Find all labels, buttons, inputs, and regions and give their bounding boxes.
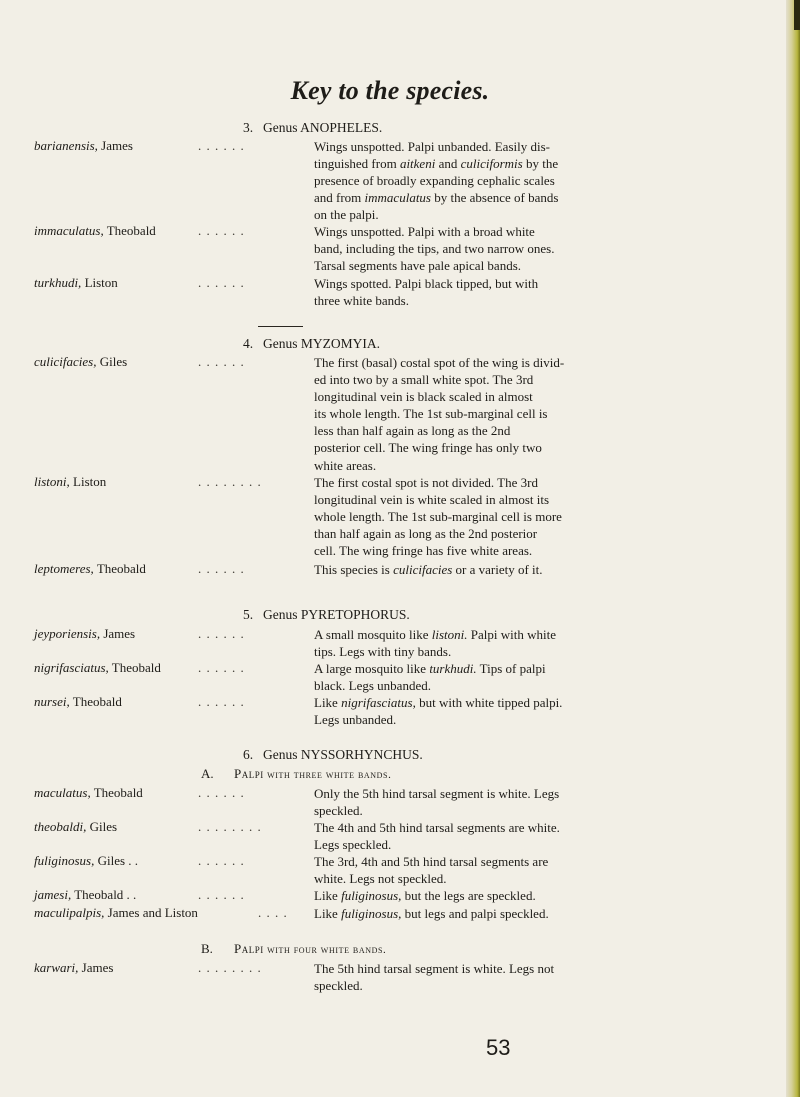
species-name: fuliginosus, Giles . . (34, 853, 139, 868)
species-name: maculatus, Theobald (34, 785, 143, 800)
species-name: listoni, Liston (34, 474, 107, 489)
species-name: jeyporiensis, James (34, 626, 136, 641)
genus-heading-nyssorhynchus: 6. Genus NYSSORHYNCHUS. (243, 747, 423, 762)
species-name: nursei, Theobald (34, 694, 122, 709)
species-name: karwari, James (34, 960, 114, 975)
species-name: jamesi, Theobald . . (34, 887, 137, 902)
leader-dots: . . . . . . (198, 785, 245, 800)
leader-dots: . . . . . . (198, 660, 245, 675)
genus-heading-myzomyia: 4. Genus MYZOMYIA. (243, 336, 380, 351)
genus-heading-pyretophorus: 5. Genus PYRETOPHORUS. (243, 607, 410, 622)
leader-dots: . . . . . . (198, 853, 245, 868)
leader-dots: . . . . . . . . (198, 819, 262, 834)
leader-dots: . . . . . . (198, 354, 245, 369)
species-description: Like fuliginosus, but legs and palpi speckled. (314, 906, 549, 921)
page-title: Key to the species. (290, 76, 490, 105)
leader-dots: . . . . (258, 905, 288, 920)
subsection-heading-a: A. Palpi with three white bands. (201, 766, 392, 781)
section-divider (258, 326, 303, 327)
leader-dots: . . . . . . . . (198, 474, 262, 489)
species-name: nigrifasciatus, Theobald (34, 660, 161, 675)
genus-heading-anopheles: 3. Genus ANOPHELES. (243, 120, 383, 135)
species-description: Only the 5th hind tarsal segment is white. Legs speckled. (314, 786, 560, 819)
species-description: The 4th and 5th hind tarsal segments are white. Legs speckled. (314, 820, 560, 853)
species-description: Like nigrifasciatus, but with white tipped palpi. Legs unbanded. (314, 695, 563, 728)
leader-dots: . . . . . . (198, 138, 245, 153)
species-description: Wings spotted. Palpi black tipped, but with three white bands. (314, 276, 539, 309)
species-description: Like fuliginosus, but the legs are speckled. (314, 888, 536, 903)
species-name: culicifacies, Giles (34, 354, 128, 369)
leader-dots: . . . . . . (198, 694, 245, 709)
species-description: The 3rd, 4th and 5th hind tarsal segments are white. Legs not speckled. (314, 854, 549, 887)
species-description: A large mosquito like turkhudi. Tips of palpi black. Legs unbanded. (314, 661, 546, 694)
page-number: 53 (486, 1035, 511, 1060)
species-name: leptomeres, Theobald (34, 561, 146, 576)
species-description: The first (basal) costal spot of the wing is divid- ed into two by a small white spot. The 3rd longitudinal vein is black scaled in almost its whole length. The 1st sub-marginal cell is less than half again as long as the 2nd posterior cell. The wing fringe has only two white areas. (314, 355, 565, 473)
leader-dots: . . . . . . (198, 887, 245, 902)
species-name: maculipalpis, James and Liston (34, 905, 198, 920)
species-description: Wings unspotted. Palpi unbanded. Easily dis- tinguished from aitkeni and culiciformis by the presence of broadly expanding cephalic scales and from immaculatus by the absence of bands on the palpi. (314, 139, 559, 223)
species-description: The first costal spot is not divided. The 3rd longitudinal vein is white scaled in almost its whole length. The 1st sub-marginal cell is more than half again as long as the 2nd posterior cell. The wing fringe has five white areas. (314, 475, 562, 559)
leader-dots: . . . . . . (198, 275, 245, 290)
leader-dots: . . . . . . (198, 561, 245, 576)
page-edge (786, 0, 800, 1097)
species-description: Wings unspotted. Palpi with a broad white band, including the tips, and two narrow ones. Tarsal segments have pale apical bands. (314, 224, 555, 274)
species-name: turkhudi, Liston (34, 275, 118, 290)
subsection-heading-b: B. Palpi with four white bands. (201, 941, 387, 956)
leader-dots: . . . . . . (198, 626, 245, 641)
species-description: This species is culicifacies or a variety of it. (314, 562, 543, 577)
species-description: A small mosquito like listoni. Palpi with white tips. Legs with tiny bands. (314, 627, 556, 660)
species-description: The 5th hind tarsal segment is white. Legs not speckled. (314, 961, 555, 994)
species-name: barianensis, James (34, 138, 133, 153)
species-name: theobaldi, Giles (34, 819, 118, 834)
leader-dots: . . . . . . . . (198, 960, 262, 975)
species-name: immaculatus, Theobald (34, 223, 156, 238)
leader-dots: . . . . . . (198, 223, 245, 238)
page-edge-corner (794, 0, 800, 30)
